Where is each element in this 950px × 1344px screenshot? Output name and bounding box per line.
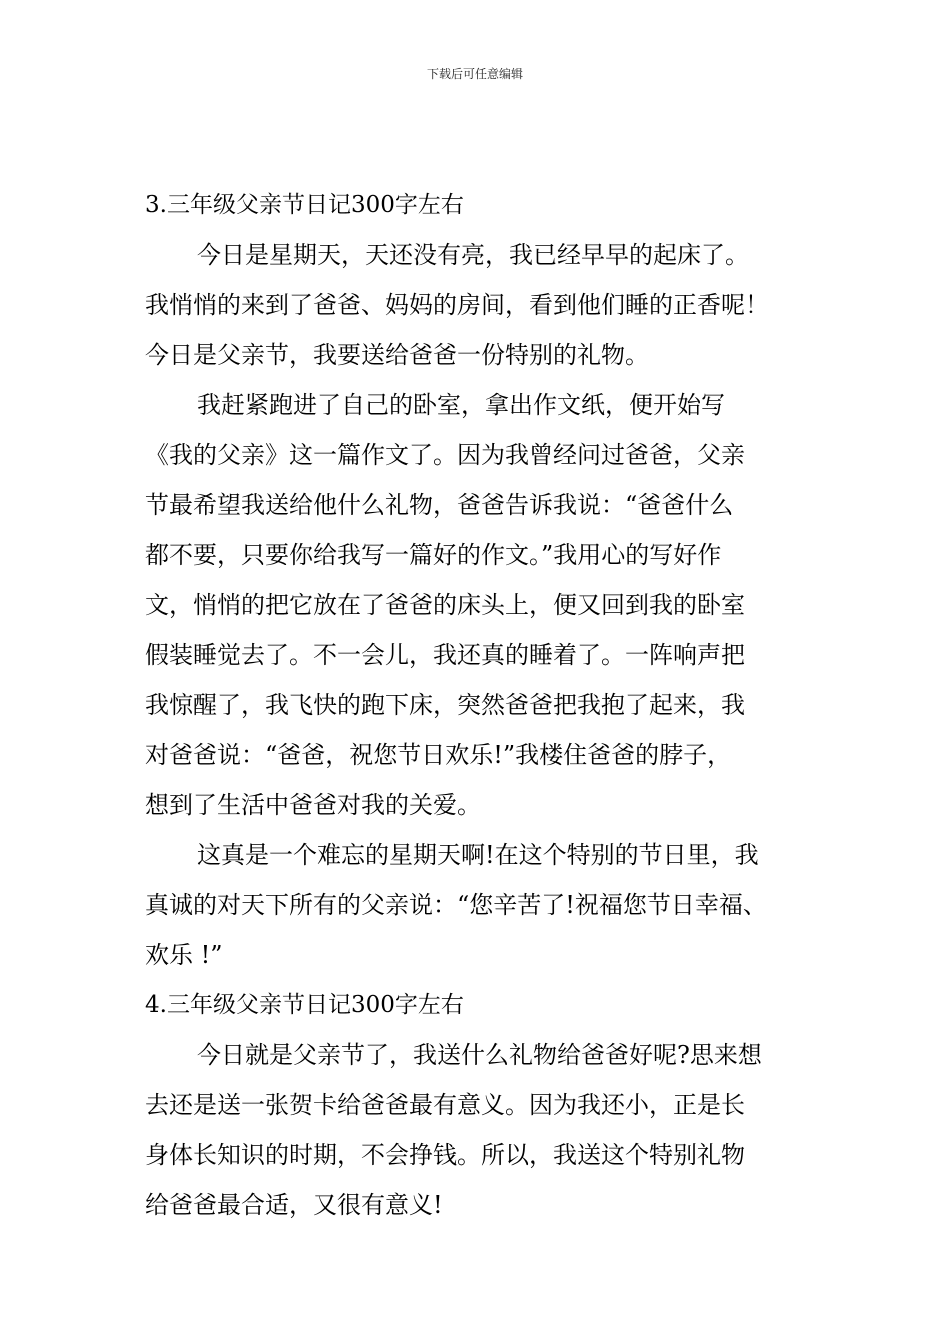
- text-line: 今日是父亲节，我要送给爸爸一份特别的礼物。: [145, 341, 649, 369]
- text-line: 我惊醒了，我飞快的跑下床，突然爸爸把我抱了起来，我: [145, 691, 745, 719]
- text-line: 节最希望我送给他什么礼物，爸爸告诉我说：“爸爸什么: [145, 491, 734, 519]
- text-line: 对爸爸说：“爸爸，祝您节日欢乐!”我楼住爸爸的脖子，: [145, 741, 732, 769]
- text-line: 今日是星期天，天还没有亮，我已经早早的起床了。: [197, 241, 749, 269]
- text-line: 真诚的对天下所有的父亲说：“您辛苦了!祝福您节日幸福、: [145, 891, 767, 919]
- paragraph: [145, 1030, 810, 1230]
- text-line: 这真是一个难忘的星期天啊!在这个特别的节日里，我: [197, 841, 759, 869]
- text-line: 都不要，只要你给我写一篇好的作文。”我用心的写好作: [145, 541, 722, 569]
- text-line: 欢乐 !”: [145, 941, 223, 969]
- section-heading: 4.三年级父亲节日记300字左右: [145, 992, 464, 1018]
- text-line: 去还是送一张贺卡给爸爸最有意义。因为我还小，正是长: [145, 1091, 745, 1119]
- text-line: 身体长知识的时期，不会挣钱。所以，我送这个特别礼物: [145, 1141, 745, 1169]
- text-line: 《我的父亲》这一篇作文了。因为我曾经问过爸爸，父亲: [145, 441, 745, 469]
- text-line: 今日就是父亲节了，我送什么礼物给爸爸好呢?思来想: [197, 1041, 762, 1069]
- section-4: [145, 980, 810, 1230]
- text-line: 我悄悄的来到了爸爸、妈妈的房间，看到他们睡的正香呢！: [145, 291, 769, 319]
- page-header: 下载后可任意编辑: [426, 67, 523, 81]
- text-line: 文，悄悄的把它放在了爸爸的床头上，便又回到我的卧室: [145, 591, 745, 619]
- text-line: 假装睡觉去了。不一会儿，我还真的睡着了。一阵响声把: [145, 641, 745, 669]
- text-line: 给爸爸最合适，又很有意义!: [145, 1191, 443, 1219]
- section-3: [145, 180, 810, 980]
- section-heading: 3.三年级父亲节日记300字左右: [145, 192, 464, 218]
- document-body: [145, 180, 810, 1230]
- text-line: 我赶紧跑进了自己的卧室，拿出作文纸，便开始写: [197, 391, 725, 419]
- text-line: 想到了生活中爸爸对我的关爱。: [145, 791, 481, 819]
- paragraph: [145, 230, 810, 380]
- paragraph: [145, 380, 810, 830]
- paragraph: [145, 830, 810, 980]
